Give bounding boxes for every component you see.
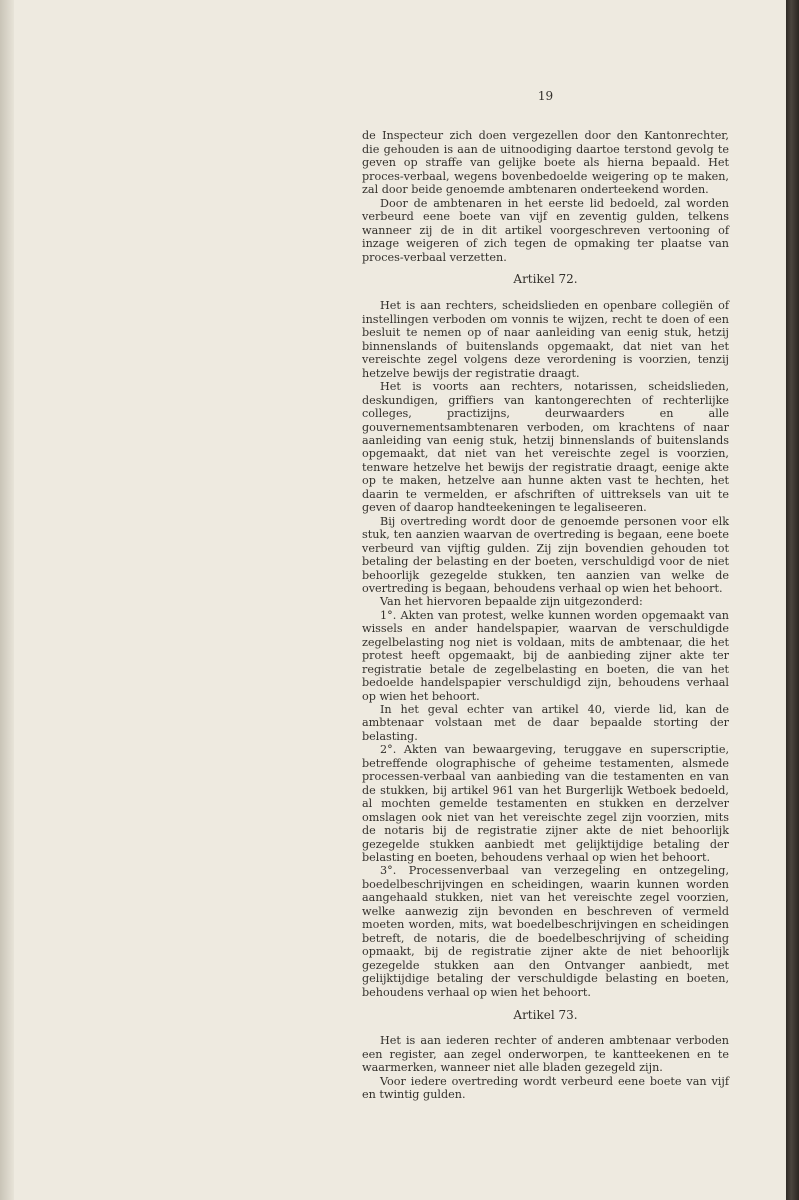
paragraph: Het is voorts aan rechters, notarissen, scheidslieden, deskundigen, griffiers van kantongerechten of rechterlijke colleges, practizijns, deurwaarders en alle gouvernementsambtenaren verboden, om krachtens of naar aanleiding van eenig stuk, hetzij binnenslands of buitenslands opgemaakt, dat niet van het vereischte zegel is voorzien, tenware hetzelve het bewijs der registratie draagt, eenige akte op te maken, hetzelve aan hunne akten vast te hechten, het daarin te vermelden, er afschriften of uittreksels van uit te geven of daarop handteekeningen te legaliseeren.: [362, 380, 729, 515]
article-73-heading: Artikel 73.: [513, 1008, 578, 1022]
article-72-heading: Artikel 72.: [513, 271, 578, 286]
page-text-block: [362, 90, 729, 1102]
paragraph: Het is aan rechters, scheidslieden en openbare collegiën of instellingen verboden om vonnis te wijzen, recht te doen of een besluit te nemen op of naar aanleiding van eenig stuk, hetzij binnenslands of buitenslands opgemaakt, dat niet van het vereischte zegel volgens deze verordening is voorzien, tenzij hetzelve bewijs der registratie draagt.: [362, 299, 729, 380]
paragraph: Het is aan iederen rechter of anderen ambtenaar verboden een register, aan zegel onderworpen, te kantteekenen en te waarmerken, wanneer niet alle bladen gezegeld zijn.: [362, 1034, 729, 1075]
page-fold-shadow: [0, 0, 14, 1200]
paragraph: 2°. Akten van bewaargeving, teruggave en superscriptie, betreffende olographische of geheime testamenten, alsmede processen-verbaal van aanbieding van die testamenten en van de stukken, bij artikel 961 van het Burgerlijk Wetboek bedoeld, al mochten gemelde testamenten en stukken en derzelver omslagen ook niet van het vereischte zegel zijn voorzien, mits de notaris bij de registratie zijner akte de niet behoorlijk gezegelde stukken aanbiedt met gelijktijdige betaling der belasting en boeten, behoudens verhaal op wien het behoort.: [362, 743, 729, 865]
paragraph: de Inspecteur zich doen vergezellen door den Kantonrechter, die gehouden is aan de uitnoodiging daartoe terstond gevolg te geven op straffe van gelijke boete als hierna bepaald. Het proces-verbaal, wegens bovenbedoelde weigering op te maken, zal door beide genoemde ambtenaren onderteekend worden.: [362, 129, 729, 197]
paragraph: Van het hiervoren bepaalde zijn uitgezonderd:: [380, 595, 643, 609]
paragraph: Voor iedere overtreding wordt verbeurd eene boete van vijf en twintig gulden.: [362, 1074, 729, 1102]
paragraph: In het geval echter van artikel 40, vierde lid, kan de ambtenaar volstaan met de daar bepaalde storting der belasting.: [362, 703, 729, 743]
paragraph: 3°. Processenverbaal van verzegeling en ontzegeling, boedelbeschrijvingen en scheidingen, waarin kunnen worden aangehaald stukken, niet van het vereischte zegel voorzien, welke aanwezig zijn bevonden en beschreven of vermeld moeten worden, mits, wat boedelbeschrijvingen en scheidingen betreft, de notaris, die de boedelbeschrijving of scheiding opmaakt, bij de registratie zijner akte de niet behoorlijk gezegelde stukken aan den Ontvanger aanbiedt, met gelijktijdige betaling der verschuldigde belasting en boeten, behoudens verhaal op wien het behoort.: [362, 864, 729, 999]
paragraph: Bij overtreding wordt door de genoemde personen voor elk stuk, ten aanzien waarvan de overtreding is begaan, eene boete verbeurd van vijftig gulden. Zij zijn bovendien gehouden tot betaling der belasting en der boeten, verschuldigd voor de niet behoorlijk gezegelde stukken, ten aanzien van welke de overtreding is begaan, behoudens verhaal op wien het behoort.: [362, 514, 729, 595]
paragraph: Door de ambtenaren in het eerste lid bedoeld, zal worden verbeurd eene boete van vijf en zeventig gulden, telkens wanneer zij de in dit artikel voorgeschreven vertooning of inzage weigeren of zich tegen de opmaking ter plaatse van proces-verbaal verzetten.: [362, 196, 729, 264]
paragraph: 1°. Akten van protest, welke kunnen worden opgemaakt van wissels en ander handelspapier, waarvan de verschuldigde zegelbelasting nog niet is voldaan, mits de ambtenaar, die het protest heeft opgemaakt, bij de aanbieding zijner akte ter registratie betale de zegelbelasting en boeten, die van het bedoelde handelspapier verschuldigd zijn, behoudens verhaal op wien het behoort.: [362, 608, 729, 703]
page-number-label: 19: [537, 89, 554, 103]
page-number: [362, 90, 729, 103]
scan-dark-edge: [786, 0, 799, 1200]
